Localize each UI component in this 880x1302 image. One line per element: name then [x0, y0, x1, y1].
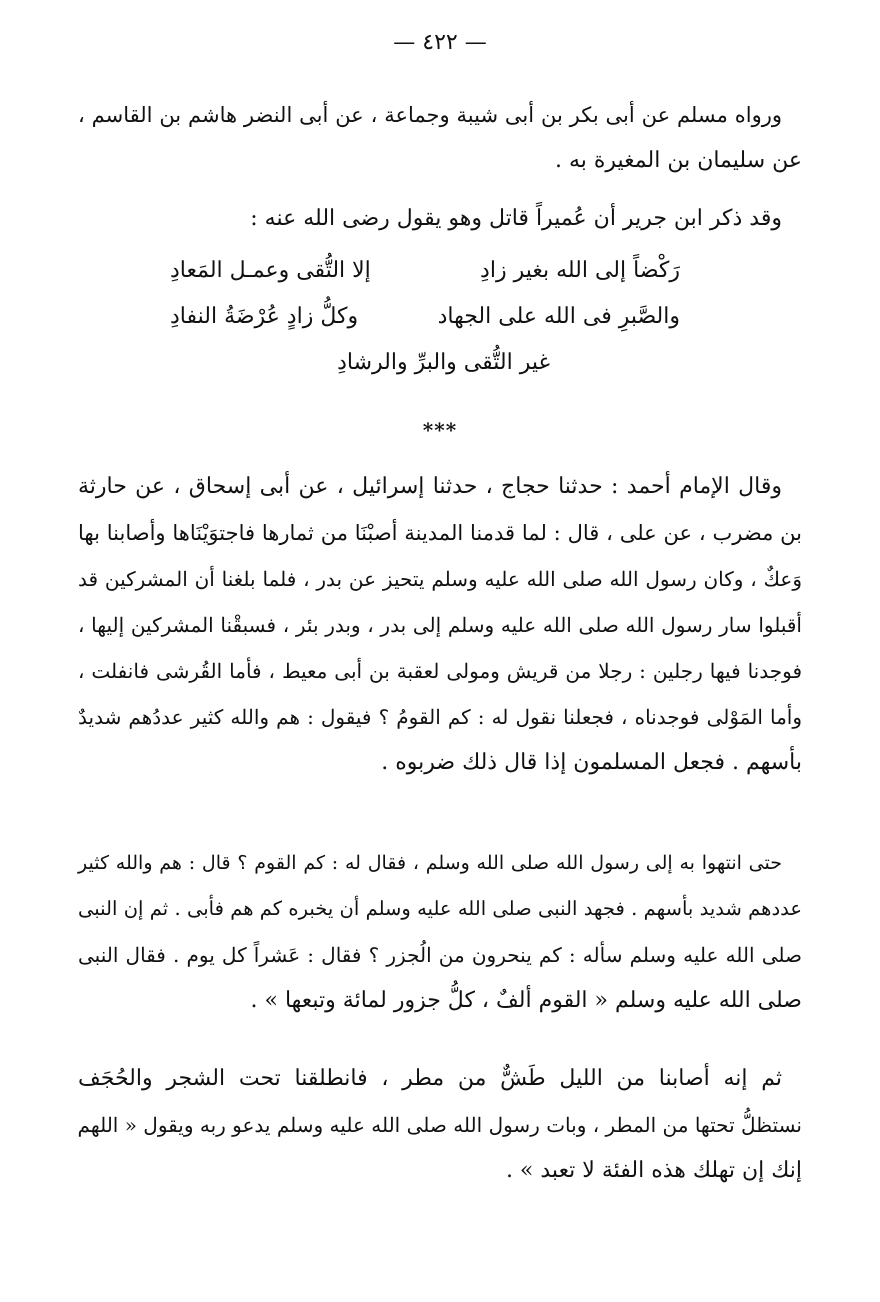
poem-verse	[170, 294, 680, 340]
verse-first-hemistich: رَكْضاً إلى الله بغير زادِ	[480, 258, 680, 283]
text-line: وأما المَوْلى فوجدناه ، فجعلنا نقول له : كم القومُ ؟ فيقول : هم والله كثير عددُهم شديدٌ	[78, 705, 802, 729]
poem-verse-single	[170, 340, 680, 386]
section-separator: ***	[422, 418, 458, 442]
text-line: صلى الله عليه وسلم سأله : كم ينحرون من الُجزر ؟ فقال : عَشراً كل يوم . فقال النبى	[78, 943, 802, 967]
text-line: عددهم شديد بأسهم . فجهد النبى صلى الله عليه وسلم أن يخبره كم هم فأبى . ثم إن النبى	[78, 897, 802, 920]
verse-second-hemistich: إلا التُّقى وعمـل المَعادِ	[170, 258, 371, 283]
text-line: عن سليمان بن المغيرة به .	[554, 148, 802, 173]
text-line: وقد ذكر ابن جرير أن عُميراً قاتل وهو يقول رضى الله عنه :	[250, 206, 782, 231]
text-line: فوجدنا فيها رجلين : رجلا من قريش ومولى لعقبة بن أبى معيط ، فأما القُرشى فانفلت ،	[78, 659, 802, 683]
paragraph-rain-night	[78, 1056, 802, 1194]
text-line: ثم إنه أصابنا من الليل طَشٌّ من مطر ، فانطلقنا تحت الشجر والحُجَف	[78, 1066, 782, 1091]
text-line: بأسهم . فجعل المسلمون إذا قال ذلك ضربوه .	[381, 750, 802, 775]
paragraph-ahmad-narration	[78, 464, 802, 786]
text-line: وقال الإمام أحمد : حدثنا حجاج ، حدثنا إسرائيل ، عن أبى إسحاق ، عن حارثة	[78, 474, 782, 499]
text-line: أقبلوا سار رسول الله صلى الله عليه وسلم إلى بدر ، وبدر بئر ، فسبقْنا المشركين إليها ،	[78, 613, 802, 637]
text-line: نستظلُّ تحتها من المطر ، وبات رسول الله صلى الله عليه وسلم يدعو ربه ويقول « اللهم	[77, 1113, 802, 1137]
poem-verse	[170, 248, 680, 294]
text-line: وَعكٌ ، وكان رسول الله صلى الله عليه وسلم يتحيز عن بدر ، فلما بلغنا أن المشركين قد	[78, 567, 802, 591]
paragraph-poem-intro	[78, 196, 802, 242]
verse-second-hemistich: وكلُّ زادٍ عُرْضَةُ النفادِ	[170, 304, 359, 329]
verse-first-hemistich: والصَّبرِ فى الله على الجهاد	[437, 304, 680, 329]
text-line: صلى الله عليه وسلم « القوم ألفٌ ، كلُّ جزور لمائة وتبعها » .	[250, 988, 802, 1013]
paragraph-prophet-question	[78, 840, 802, 1024]
text-line: حتى انتهوا به إلى رسول الله صلى الله وسلم ، فقال له : كم القوم ؟ قال : هم والله كثير	[78, 852, 782, 874]
verse-hemistich: غير التُّقى والبرِّ والرشادِ	[337, 350, 550, 375]
page-number: — ٤٢٢ —	[393, 30, 487, 55]
text-line: ورواه مسلم عن أبى بكر بن أبى شيبة وجماعة ، عن أبى النضر هاشم بن القاسم ،	[78, 103, 782, 127]
text-line: بن مضرب ، عن على ، قال : لما قدمنا المدينة أصبْنَا من ثمارها فاجتوَيْنَاها وأصابنا بها	[78, 521, 802, 545]
text-line: إنك إن تهلك هذه الفئة لا تعبد » .	[505, 1158, 802, 1183]
paragraph-muslim-narration	[78, 92, 802, 184]
poem	[170, 248, 680, 386]
